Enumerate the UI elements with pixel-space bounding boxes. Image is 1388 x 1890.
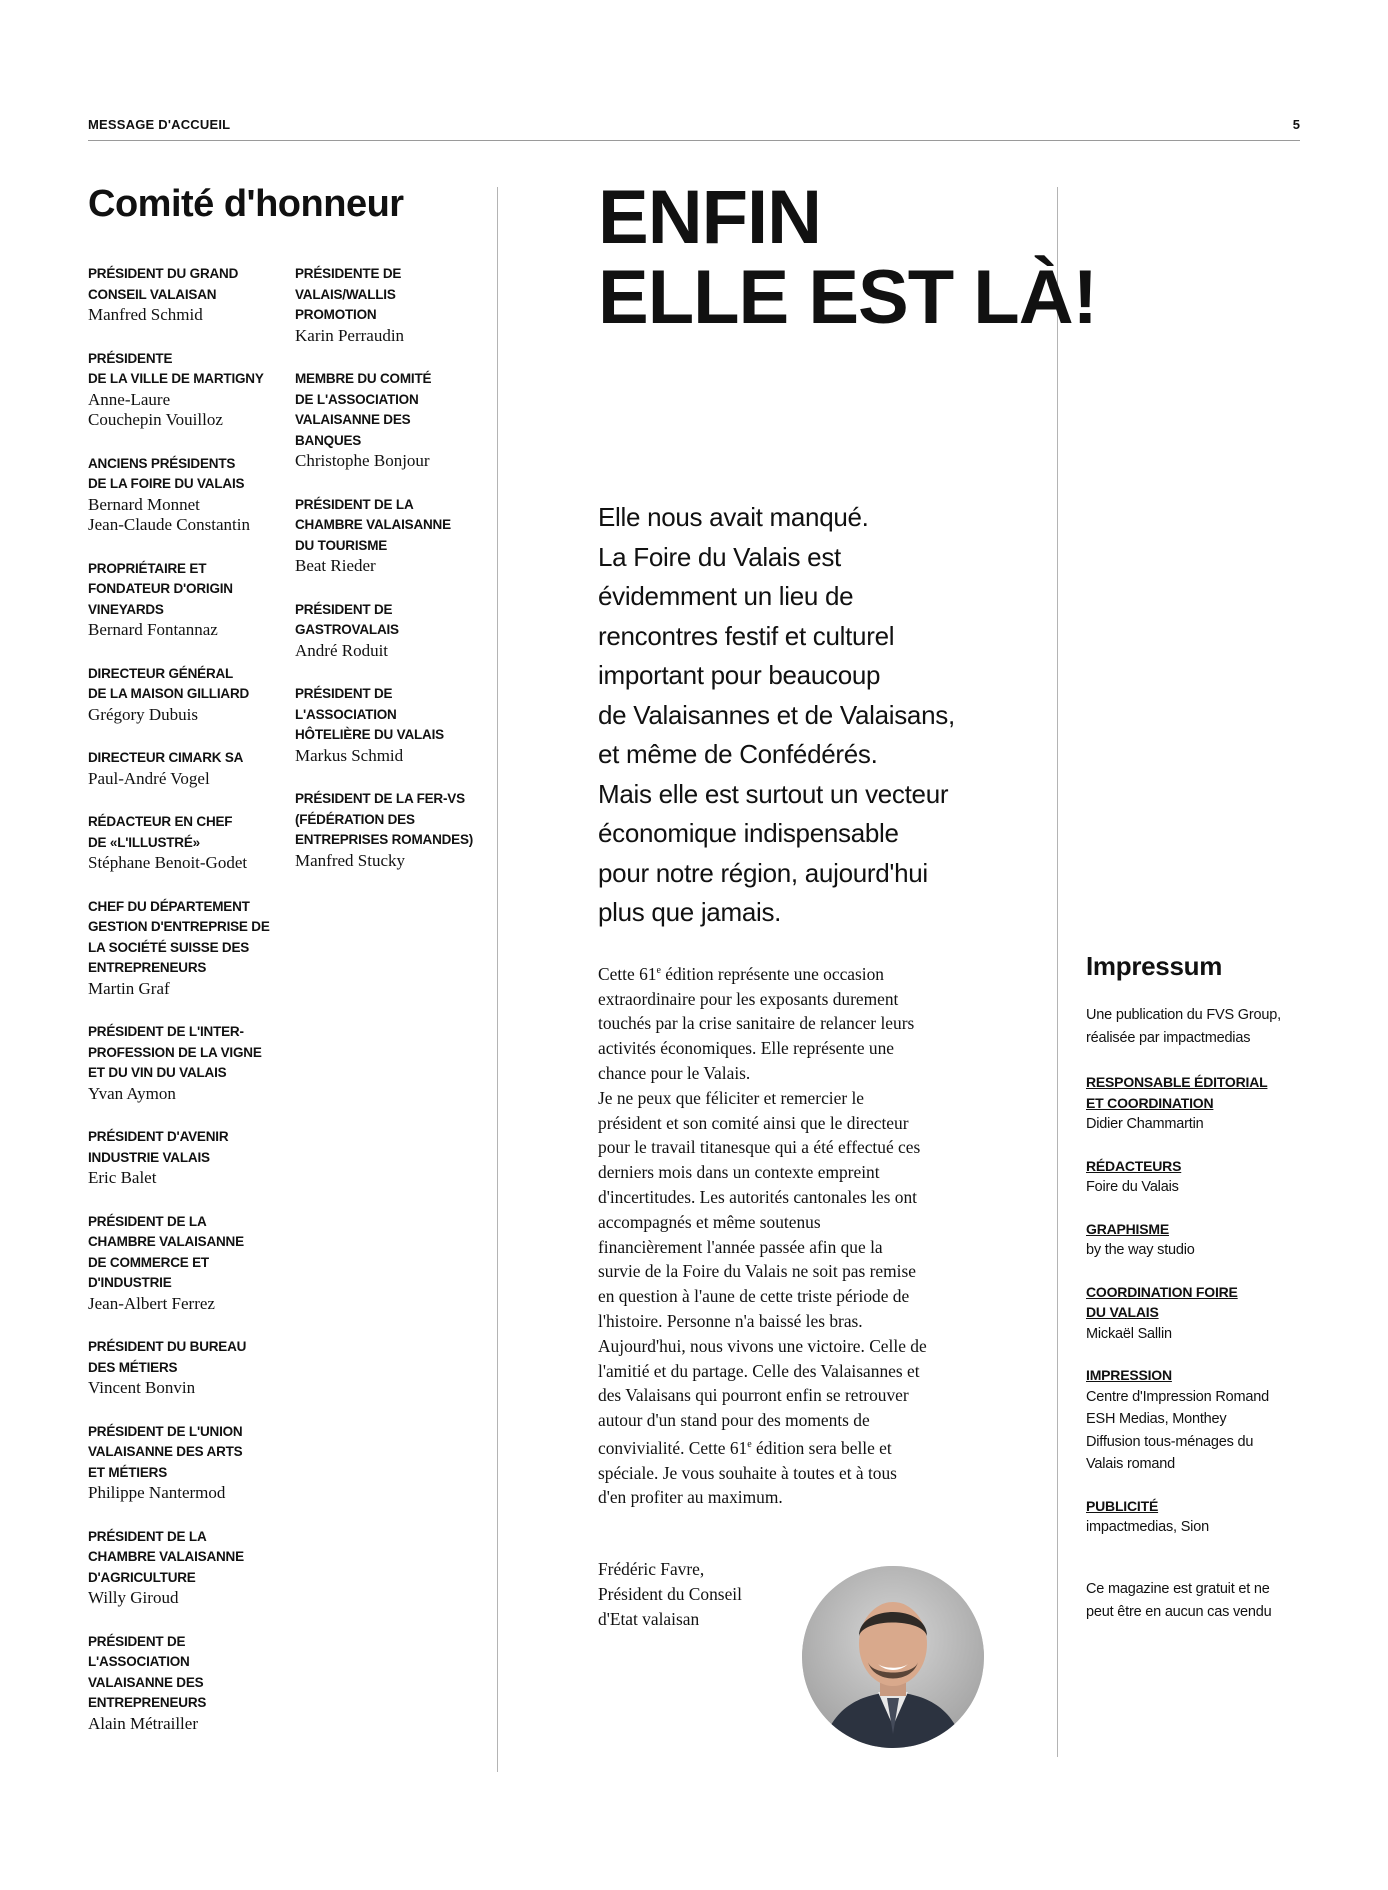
impressum-label: IMPRESSION bbox=[1086, 1367, 1172, 1383]
impressum-value: by the way studio bbox=[1086, 1242, 1195, 1258]
lead-paragraph: Elle nous avait manqué. La Foire du Valais est évidemment un lieu de rencontres festif et culturel important pour beaucoup de Valaisannes et de Valaisans, et même de Confédérés. Mais elle est surtout un vecteur économique indispensable pour notre région, aujourd'hui plus que jamais. bbox=[598, 502, 955, 927]
committee-member-name: Stéphane Benoit-Godet bbox=[88, 853, 248, 872]
committee-role: CHEF DU DÉPARTEMENT GESTION D'ENTREPRISE DE LA SOCIÉTÉ SUISSE DES ENTREPRENEURS bbox=[88, 898, 270, 975]
committee-entry bbox=[88, 349, 293, 431]
committee-role: PRÉSIDENT DU GRAND CONSEIL VALAISAN bbox=[88, 266, 239, 302]
author-portrait bbox=[802, 1566, 984, 1748]
impressum-label: GRAPHISME bbox=[1086, 1220, 1169, 1237]
committee-entry bbox=[295, 495, 500, 577]
committee-column-1 bbox=[88, 264, 293, 1757]
committee-member-name: Willy Giroud bbox=[88, 1588, 179, 1607]
committee-member-name: Karin Perraudin bbox=[295, 325, 405, 345]
committee-member-name: Anne-Laure Couchepin Vouilloz bbox=[88, 389, 223, 429]
committee-member-name: Christophe Bonjour bbox=[295, 451, 430, 470]
committee-entry bbox=[88, 559, 293, 641]
impressum-value: Mickaël Sallin bbox=[1086, 1325, 1172, 1342]
committee-member-name: Grégory Dubuis bbox=[88, 704, 199, 724]
impressum-label: PUBLICITÉ bbox=[1086, 1497, 1159, 1514]
committee-entry bbox=[295, 369, 500, 472]
committee-role: PRÉSIDENT DE LA CHAMBRE VALAISANNE DU TOURISME bbox=[295, 496, 451, 553]
committee-entry bbox=[88, 812, 293, 874]
signature: Frédéric Favre, Président du Conseil d'Etat valaisan bbox=[598, 1559, 742, 1629]
impressum-list bbox=[1086, 1072, 1306, 1559]
committee-member-name: Martin Graf bbox=[88, 978, 170, 998]
committee-role: RÉDACTEUR EN CHEF DE «L'ILLUSTRÉ» bbox=[88, 814, 233, 850]
committee-role: PRÉSIDENT DE L'ASSOCIATION HÔTELIÈRE DU VALAIS bbox=[295, 686, 444, 742]
committee-member-name: Paul-André Vogel bbox=[88, 768, 210, 788]
committee-role: PRÉSIDENT DE L'UNION VALAISANNE DES ARTS ET MÉTIERS bbox=[88, 1423, 243, 1480]
committee-member-name: Markus Schmid bbox=[295, 745, 404, 765]
committee-entry bbox=[88, 897, 293, 1000]
committee-entry bbox=[88, 454, 293, 536]
committee-member-name: Manfred Schmid bbox=[88, 305, 203, 324]
impressum-intro: Une publication du FVS Group, réalisée par impactmedias bbox=[1086, 1007, 1281, 1046]
committee-entry bbox=[88, 748, 293, 789]
impressum-label: RESPONSABLE ÉDITORIAL ET COORDINATION bbox=[1086, 1074, 1268, 1111]
committee-role: PRÉSIDENT DE LA CHAMBRE VALAISANNE D'AGRICULTURE bbox=[88, 1528, 244, 1585]
committee-member-name: Philippe Nantermod bbox=[88, 1483, 226, 1502]
committee-role: PRÉSIDENTE DE VALAIS/WALLIS PROMOTION bbox=[295, 266, 402, 322]
body-text: Cette 61e édition représente une occasion extraordinaire pour les exposants durement touchés par la crise sanitaire de relancer leurs activités économiques. Elle représente une chance pour le Valais. Je ne peux que féliciter et remercier le président et son comité ainsi que le directeur pour le travail titanesque qui a été effectué ces derniers mois dans un contexte empreint d'incertitudes. Les autorités cantonales les ont accompagnés et même soutenus financièrement l'année passée afin que la survie de la Foire du Valais ne soit pas remise en question à l'aune de cette triste période de l'histoire. Personne n'a baissé les bras. Aujourd'hui, nous vivons une victoire. Celle de l'amitié et du partage. Celle des Valaisannes et des Valaisans qui pourront enfin se retrouver autour d'un stand pour des moments de convivialité. Cette 61e édition sera belle et spéciale. Je vous souhaite à toutes et à tous d'en profiter au maximum. bbox=[598, 963, 927, 1508]
header-divider bbox=[88, 140, 1300, 141]
impressum-label: COORDINATION FOIRE DU VALAIS bbox=[1086, 1283, 1238, 1320]
impressum-value: Centre d'Impression Romand ESH Medias, Monthey Diffusion tous-ménages du Valais romand bbox=[1086, 1388, 1269, 1472]
committee-entry bbox=[88, 1632, 293, 1735]
headline: ENFIN ELLE EST LÀ! bbox=[598, 175, 1097, 340]
impressum-label: RÉDACTEURS bbox=[1086, 1157, 1182, 1174]
impressum-value: Didier Chammartin bbox=[1086, 1116, 1204, 1132]
committee-member-name: Jean-Albert Ferrez bbox=[88, 1293, 215, 1313]
committee-role: MEMBRE DU COMITÉ DE L'ASSOCIATION VALAISANNE DES BANQUES bbox=[295, 371, 432, 448]
committee-entry bbox=[88, 1127, 293, 1189]
committee-column-2 bbox=[295, 264, 500, 894]
committee-member-name: Eric Balet bbox=[88, 1168, 157, 1187]
committee-role: PRÉSIDENT DE LA FER-VS (FÉDÉRATION DES ENTREPRISES ROMANDES) bbox=[295, 791, 474, 847]
committee-entry bbox=[88, 1527, 293, 1609]
committee-entry bbox=[88, 1212, 293, 1315]
impressum-item bbox=[1086, 1282, 1306, 1346]
committee-member-name: Alain Métrailler bbox=[88, 1713, 198, 1733]
committee-member-name: Bernard Monnet Jean-Claude Constantin bbox=[88, 494, 250, 534]
committee-entry bbox=[88, 664, 293, 726]
committee-entry bbox=[88, 1337, 293, 1399]
committee-role: DIRECTEUR GÉNÉRAL DE LA MAISON GILLIARD bbox=[88, 665, 250, 701]
impressum-item bbox=[1086, 1365, 1306, 1476]
impressum-note: Ce magazine est gratuit et ne peut être en aucun cas vendu bbox=[1086, 1581, 1272, 1620]
committee-entry bbox=[88, 264, 293, 326]
column-divider-right bbox=[1057, 187, 1058, 1757]
committee-title: Comité d'honneur bbox=[88, 183, 404, 225]
committee-role: PRÉSIDENT DE LA CHAMBRE VALAISANNE DE COMMERCE ET D'INDUSTRIE bbox=[88, 1213, 244, 1290]
committee-role: DIRECTEUR CIMARK SA bbox=[88, 750, 244, 765]
page-number: 5 bbox=[1292, 117, 1300, 132]
committee-entry bbox=[295, 684, 500, 766]
committee-role: PROPRIÉTAIRE ET FONDATEUR D'ORIGIN VINEYARDS bbox=[88, 560, 233, 617]
committee-member-name: André Roduit bbox=[295, 640, 389, 660]
committee-role: PRÉSIDENT DE GASTROVALAIS bbox=[295, 601, 399, 637]
impressum-value: impactmedias, Sion bbox=[1086, 1519, 1209, 1535]
impressum-item bbox=[1086, 1496, 1306, 1539]
committee-member-name: Beat Rieder bbox=[295, 556, 376, 575]
impressum-item bbox=[1086, 1072, 1306, 1136]
committee-entry bbox=[88, 1422, 293, 1504]
header-section-label: MESSAGE D'ACCUEIL bbox=[88, 117, 231, 132]
impressum-item bbox=[1086, 1219, 1306, 1262]
committee-role: ANCIENS PRÉSIDENTS DE LA FOIRE DU VALAIS bbox=[88, 455, 245, 491]
committee-role: PRÉSIDENT DE L'ASSOCIATION VALAISANNE DES ENTREPRENEURS bbox=[88, 1633, 207, 1710]
committee-role: PRÉSIDENT D'AVENIR INDUSTRIE VALAIS bbox=[88, 1129, 229, 1165]
committee-entry bbox=[88, 1022, 293, 1104]
committee-role: PRÉSIDENT DU BUREAU DES MÉTIERS bbox=[88, 1339, 247, 1375]
committee-role: PRÉSIDENT DE L'INTER- PROFESSION DE LA VIGNE ET DU VIN DU VALAIS bbox=[88, 1024, 262, 1080]
impressum-title: Impressum bbox=[1086, 951, 1223, 981]
committee-member-name: Bernard Fontannaz bbox=[88, 620, 218, 639]
committee-entry bbox=[295, 789, 500, 871]
committee-entry bbox=[295, 600, 500, 662]
committee-member-name: Manfred Stucky bbox=[295, 850, 406, 870]
committee-member-name: Vincent Bonvin bbox=[88, 1378, 196, 1397]
committee-member-name: Yvan Aymon bbox=[88, 1083, 176, 1103]
impressum-item bbox=[1086, 1156, 1306, 1199]
committee-entry bbox=[295, 264, 500, 346]
impressum-value: Foire du Valais bbox=[1086, 1179, 1179, 1195]
committee-role: PRÉSIDENTE DE LA VILLE DE MARTIGNY bbox=[88, 350, 264, 386]
